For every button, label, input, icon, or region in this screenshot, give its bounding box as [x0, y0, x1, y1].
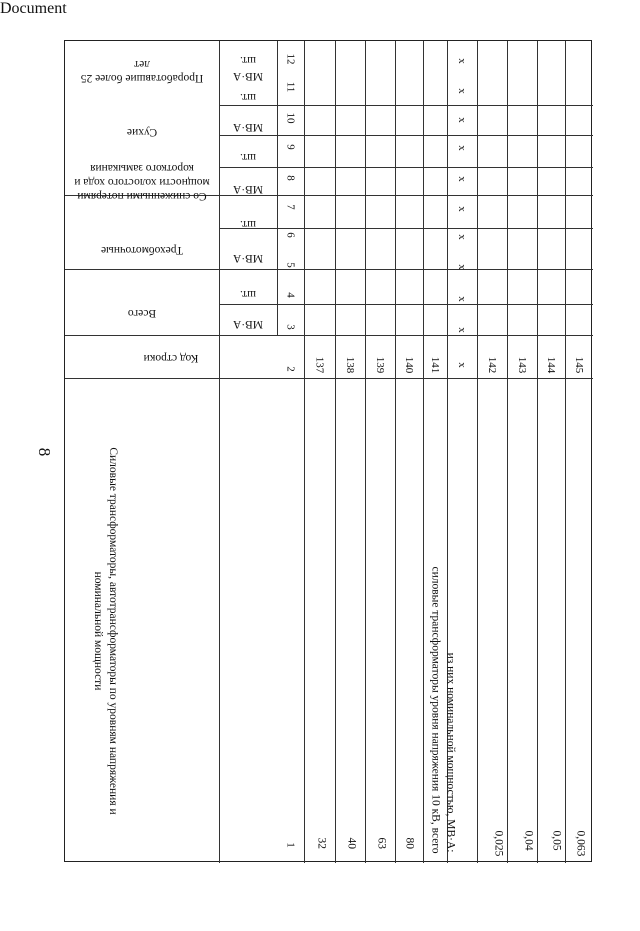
row-label: 32: [315, 837, 328, 849]
col-number: 7: [284, 204, 297, 210]
divider: [423, 41, 424, 863]
col-number: 4: [284, 292, 297, 298]
divider: [477, 41, 478, 863]
row-code: x: [456, 362, 468, 368]
col-number: 3: [284, 324, 297, 330]
x-marker: x: [456, 145, 468, 151]
x-marker: x: [456, 206, 468, 212]
table-frame: [64, 40, 592, 862]
divider: [65, 335, 593, 336]
x-marker: x: [456, 176, 468, 182]
x-marker: x: [456, 117, 468, 123]
row-code: 141: [429, 356, 441, 374]
x-marker: x: [456, 327, 468, 333]
group-header-line: Со сниженными потерями: [77, 190, 207, 202]
row-label: силовые трансформаторы уровня напряжения 10 кВ, всего: [429, 566, 442, 854]
unit-label: МВ·А: [232, 121, 264, 133]
col-number: 10: [284, 112, 297, 124]
x-marker: x: [456, 264, 468, 270]
unit-label: шт.: [240, 288, 256, 300]
col-number: 12: [284, 53, 297, 65]
row-label: 0,063: [574, 830, 587, 857]
group-header-line: короткого замыкания: [90, 162, 194, 174]
x-marker: x: [456, 234, 468, 240]
unit-label: шт.: [240, 91, 256, 103]
col-number: 9: [284, 144, 297, 150]
divider: [565, 41, 566, 863]
unit-label: шт.: [240, 151, 256, 163]
row-code: 145: [573, 356, 585, 374]
x-marker: x: [456, 58, 468, 64]
divider: [537, 41, 538, 863]
page-number: 8: [35, 447, 54, 457]
divider: [304, 41, 305, 863]
group-header-over-25-years: [65, 57, 219, 85]
col-number: 11: [284, 81, 297, 93]
row-code: 139: [374, 356, 386, 374]
row-label: из них номинальной мощностью, МВ·А:: [444, 652, 457, 853]
row-code: 143: [516, 356, 528, 374]
unit-label: шт.: [240, 54, 256, 66]
divider: [335, 41, 336, 863]
group-header-total: Всего: [127, 307, 157, 319]
divider: [65, 378, 593, 379]
group-header-dry: Сухие: [126, 126, 158, 138]
divider: [277, 41, 278, 335]
row-label: 80: [403, 837, 416, 849]
table-title-line: номинальной мощности: [92, 571, 104, 691]
row-label: 0,05: [550, 830, 563, 851]
row-label: 0,04: [522, 830, 535, 851]
unit-label: МВ·А: [232, 183, 264, 195]
row-code: 142: [486, 356, 498, 374]
group-header-reduced-losses: [65, 161, 219, 203]
group-header-line: лет: [134, 58, 150, 70]
col-number: 6: [284, 232, 297, 238]
table-title: [90, 331, 120, 931]
col-number: 5: [284, 262, 297, 268]
row-code-header: Код строки: [143, 352, 199, 364]
row-code: 140: [403, 356, 415, 374]
unit-label: МВ·А: [232, 318, 264, 330]
row-label: 0,025: [492, 830, 505, 857]
group-header-line: Проработавшие более 25: [80, 72, 204, 84]
row-label: 63: [375, 837, 388, 849]
group-header-three-winding: Трехобмоточные: [100, 244, 184, 256]
divider: [365, 41, 366, 863]
group-header-line: мощности холостого хода и: [74, 176, 210, 188]
row-code: 138: [344, 356, 356, 374]
table-title-line: Силовые трансформаторы, автотрансформаторы по уровням напряжения и: [107, 447, 119, 815]
col-number: 2: [284, 366, 297, 372]
unit-label: шт.: [240, 218, 256, 230]
row-label: 40: [345, 837, 358, 849]
divider: [219, 41, 220, 863]
unit-label: МВ·А: [232, 70, 264, 82]
row-code: 144: [545, 356, 557, 374]
unit-label: МВ·А: [232, 252, 264, 264]
col-number: 1: [284, 842, 297, 848]
col-number: 8: [284, 175, 297, 181]
divider: [395, 41, 396, 863]
divider: [65, 269, 593, 270]
x-marker: x: [456, 296, 468, 302]
row-code: 137: [313, 356, 326, 374]
x-marker: x: [456, 88, 468, 94]
divider: [507, 41, 508, 863]
